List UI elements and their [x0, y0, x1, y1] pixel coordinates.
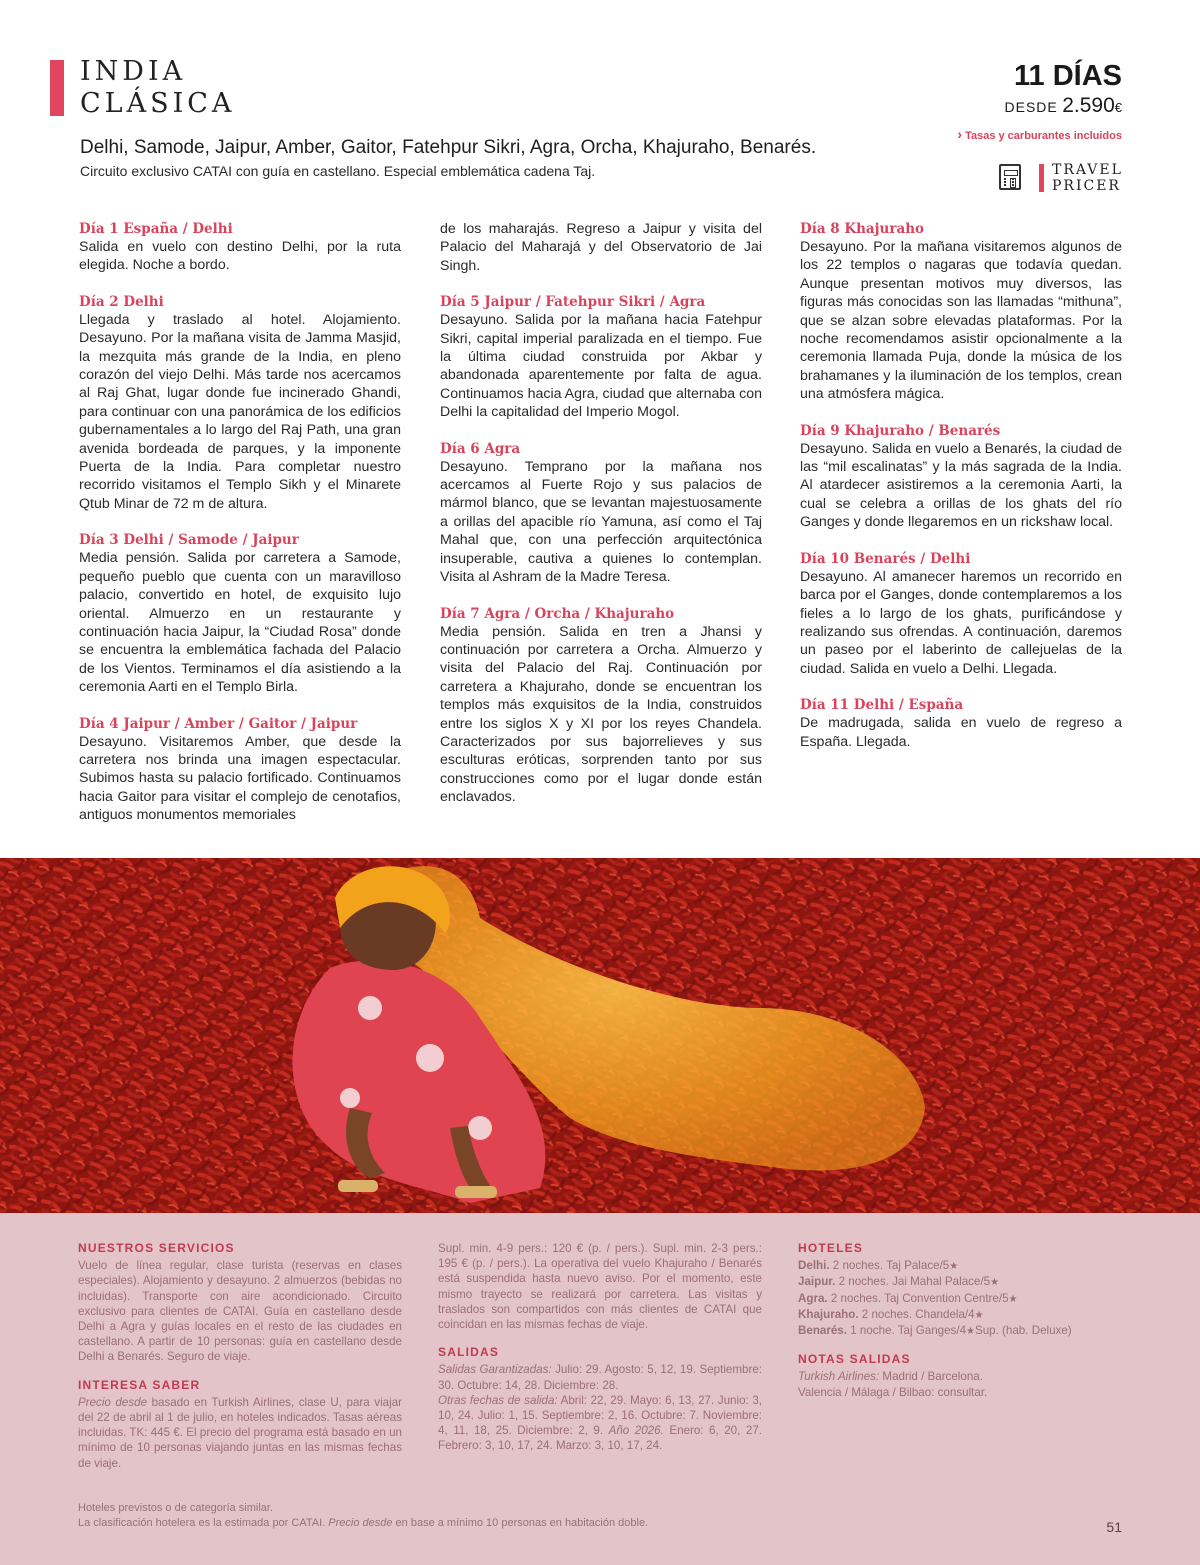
day-description: Desayuno. Salida en vuelo a Benarés, la ciudad de las “mil escalinatas” y la más sagrada de la India. Al atardecer asistiremos a la ceremonia Aarti, la cual se celebra a orillas de los ghats del río Ganges y donde llegaremos en un rickshaw local.	[800, 440, 1122, 531]
day-title: Día 11 Delhi / España	[800, 697, 964, 714]
departure-notes-heading: NOTAS SALIDAS	[798, 1352, 911, 1367]
tour-tagline: Circuito exclusivo CATAI con guía en castellano. Especial emblemática cadena Taj.	[80, 163, 596, 179]
taxes-note-text: Tasas y carburantes incluidos	[965, 130, 1122, 142]
itinerary-day	[79, 715, 401, 825]
day-title: Día 1 España / Delhi	[79, 221, 233, 237]
itinerary-day	[79, 220, 401, 275]
star-icon: ★	[990, 1277, 1000, 1289]
itinerary-day	[800, 220, 1122, 404]
price-amount: 2.590	[1062, 94, 1115, 117]
day-description: Desayuno. Al amanecer haremos un recorrido en barca por el Ganges, donde contemplaremos a los fieles a lo largo de los ghats, purificándose y realizando sus ofrendas. A continuación, daremos un paseo por el laberinto de callejuelas de la ciudad. Salida en vuelo a Delhi. Llegada.	[800, 568, 1122, 677]
info-column-2	[438, 1241, 762, 1454]
travel-pricer-accent-bar	[1039, 164, 1044, 192]
day-title: Día 9 Khajuraho / Benarés	[800, 422, 1001, 439]
price-from	[1005, 94, 1122, 118]
travel-pricer-logo	[1052, 162, 1123, 194]
day-title: Día 8 Khajuraho	[800, 221, 925, 237]
good-to-know-text: Precio desde basado en Turkish Airlines, clase U, para viajar del 22 de abril al 1 de julio, en hoteles indicados. Tasas aéreas incluidas. TK: 445 €. El precio del programa está basado en un mínimo de 10 personas viajando juntas en las mismas fechas de viaje.	[78, 1395, 402, 1470]
itinerary-day	[79, 293, 401, 513]
services-heading: NUESTROS SERVICIOS	[78, 1241, 235, 1255]
hero-photo	[0, 858, 1200, 1213]
itinerary-day	[440, 605, 762, 807]
price-desde-label: DESDE	[1004, 99, 1058, 115]
hotel-item: Benarés. 1 noche. Taj Ganges/4★Sup. (hab. Deluxe)	[798, 1324, 1072, 1338]
itinerary-day	[800, 696, 1122, 751]
title-line-1: INDIA	[80, 56, 187, 87]
itinerary-day	[440, 440, 762, 587]
itinerary-column-2	[440, 220, 762, 825]
good-to-know-heading: INTERESA SABER	[78, 1377, 201, 1392]
star-icon: ★	[1008, 1293, 1018, 1305]
departures-text: Salidas Garantizadas: Julio: 29. Agosto: 5, 12, 19. Septiembre: 30. Octubre: 14, 28. Diciembre: 28. Otras fechas de salida: Abril: 22, 29. Mayo: 6, 13, 27. Junio: 3, 10, 24. Julio: 1, 15. Septiembre: 2, 16. Octubre: 7. Noviembre: 4, 11, 18, 25. Diciembre: 2, 9. Año 2026. Enero: 6, 20, 27. Febrero: 3, 10, 17, 24. Marzo: 3, 10, 17, 24.	[438, 1363, 762, 1453]
departures-heading: SALIDAS	[438, 1345, 500, 1360]
day-title: Día 5 Jaipur / Fatehpur Sikri / Agra	[440, 294, 706, 311]
hotel-item: Jaipur. 2 noches. Jai Mahal Palace/5★	[798, 1275, 1000, 1289]
trip-duration: 11 DÍAS	[1014, 60, 1122, 92]
day-title: Día 3 Delhi / Samode / Jaipur	[79, 532, 299, 549]
hotel-item: Khajuraho. 2 noches. Chandela/4★	[798, 1307, 984, 1321]
day-title: Día 4 Jaipur / Amber / Gaitor / Jaipur	[79, 715, 358, 732]
calculator-icon	[999, 164, 1021, 190]
day-title: Día 2 Delhi	[79, 293, 164, 310]
day-description: de los maharajás. Regreso a Jaipur y visita del Palacio del Maharajá y del Observatorio de Jai Singh.	[440, 221, 762, 274]
day-description: Media pensión. Salida en tren a Jhansi y continuación por carretera a Orcha. Almuerzo y visita del Palacio del Raj. Continuación por carretera a Khajuraho, donde se encuentran los templos más exquisitos de la India, construidos entre los siglos X y XI por los reyes Chandela. Caracterizados por sus bajorrelieves y sus esculturas eróticas, sorprenden tanto por sus construcciones como por el lugar donde están enclavados.	[440, 623, 762, 806]
hotels-heading: HOTELES	[798, 1241, 864, 1255]
page-number: 51	[1106, 1519, 1122, 1535]
taxes-note	[957, 126, 1122, 142]
footnote-line-2: La clasificación hotelera es la estimada por CATAI. Precio desde en base a mínimo 10 personas en habitación doble.	[78, 1517, 649, 1529]
info-panel	[0, 1213, 1200, 1565]
itinerary-column-3	[800, 220, 1122, 769]
travel-pricer-line-2: PRICER	[1052, 178, 1121, 194]
travel-pricer-line-1: TRAVEL	[1052, 162, 1123, 178]
departure-notes-text: Turkish Airlines: Madrid / Barcelona. Valencia / Málaga / Bilbao: consultar.	[798, 1370, 988, 1399]
info-column-3	[798, 1241, 1122, 1413]
itinerary-day	[440, 293, 762, 421]
day-description: Desayuno. Por la mañana visitaremos algunos de los 22 templos o nagaras que todavía quedan. Aunque presentan motivos muy diversos, las figuras más conocidas son las llamadas “mithuna”, que se alzan sobre elevadas plataformas. Por la noche recomendamos asistir opcionalmente a la ceremonia llamada Puja, donde la música de los brahamanes y la iluminación de los templos, crean una atmósfera mágica.	[800, 239, 1122, 403]
star-icon: ★	[974, 1309, 984, 1321]
title-line-2: CLÁSICA	[80, 88, 236, 119]
woman-sorting-chillies-illustration	[0, 858, 1200, 1213]
itinerary-day	[800, 550, 1122, 678]
day-title: Día 10 Benarés / Delhi	[800, 550, 971, 567]
services-text: Vuelo de línea regular, clase turista (reservas en clases especiales). Alojamiento y desayuno. 2 almuerzos (bebidas no incluidas). Transporte con aire acondicionado. Circuito exclusivo para clientes de CATAI. Guía en castellano desde Delhi a Agra y guías locales en el resto de las ciudades en castellano. A partir de 10 personas: guía en castellano desde Delhi a Benarés. Seguro de viaje.	[78, 1259, 402, 1364]
star-icon: ★	[966, 1326, 975, 1338]
itinerary-day	[800, 422, 1122, 532]
footnote	[78, 1501, 648, 1531]
star-icon: ★	[949, 1261, 959, 1273]
supplements-text: Supl. min. 4-9 pers.: 120 € (p. / pers.). Supl. min. 2-3 pers.: 195 € (p. / pers.). La operativa del vuelo Khajuraho / Benarés está suspendida hasta nuevo aviso. Por el momento, este mismo trayecto se realizará por carretera. Las visitas y traslados son compartidos con más clientes de CATAI que coincidan en las mismas fechas de viaje.	[438, 1242, 762, 1332]
day-title: Día 7 Agra / Orcha / Khajuraho	[440, 605, 675, 622]
day-description: Llegada y traslado al hotel. Alojamiento. Desayuno. Por la mañana visita de Jamma Masjid, la mezquita más grande de la India, en pleno corazón del viejo Delhi. Más tarde nos acercamos al Raj Ghat, lugar donde fue incinerado Ghandi, para continuar con una panorámica de los edificios gubernamentales a lo largo del Raj Path, una gran avenida bordeada de parques, y la imponente Puerta de la India. Para completar nuestro recorrido visitamos el Templo Sikh y el Minarete Qtub Minar de 72 m de altura.	[79, 311, 401, 512]
hotel-item: Agra. 2 noches. Taj Convention Centre/5★	[798, 1291, 1018, 1305]
itinerary-column-1	[79, 220, 401, 843]
hotels-list	[798, 1258, 1122, 1339]
itinerary-day-continued	[440, 220, 762, 275]
day-description: De madrugada, salida en vuelo de regreso a España. Llegada.	[800, 715, 1122, 750]
day-description: Desayuno. Salida por la mañana hacia Fatehpur Sikri, capital imperial paralizada en el tiempo. Fue la última ciudad construida por Akbar y abandonada aparentemente por falta de agua. Continuamos hacia Agra, ciudad que alternaba con Delhi la capitalidad del Imperio Mogol.	[440, 312, 762, 421]
itinerary-day	[79, 531, 401, 696]
page-title	[80, 56, 235, 120]
title-accent-bar	[50, 60, 64, 116]
day-description: Media pensión. Salida por carretera a Samode, pequeño pueblo que cuenta con un maravilloso palacio, convertido en hotel, de exquisito lujo oriental. Almuerzo en un restaurante y continuación hacia Jaipur, la “Ciudad Rosa” donde se encuentra la emblemática fachada del Palacio de los Vientos. Terminamos el día asistiendo a la ceremonia Aarti en el Templo Birla.	[79, 550, 401, 696]
day-description: Desayuno. Visitaremos Amber, que desde la carretera nos brinda una imagen espectacular. Subimos hasta su palacio fortificado. Continuamos hacia Gaitor para visitar el complejo de cenotafios, antiguos monumentos memoriales	[79, 733, 401, 824]
day-title: Día 6 Agra	[440, 440, 521, 457]
price-currency: €	[1114, 100, 1122, 115]
footnote-line-1: Hoteles previstos o de categoría similar.	[78, 1502, 274, 1514]
chevron-right-icon: ›	[957, 126, 963, 142]
route-cities: Delhi, Samode, Jaipur, Amber, Gaitor, Fatehpur Sikri, Agra, Orcha, Khajuraho, Benarés.	[80, 137, 817, 158]
hotel-item: Delhi. 2 noches. Taj Palace/5★	[798, 1259, 959, 1273]
day-description: Salida en vuelo con destino Delhi, por la ruta elegida. Noche a bordo.	[79, 239, 401, 274]
info-column-1	[78, 1241, 402, 1484]
day-description: Desayuno. Temprano por la mañana nos acercamos al Fuerte Rojo y sus palacios de mármol blanco, que se levantan majestuosamente a orillas del apacible río Yamuna, así como el Taj Mahal que, con una perfección arquitectónica insuperable, cautiva a quienes lo contemplan. Visita al Ashram de la Madre Teresa.	[440, 458, 762, 586]
